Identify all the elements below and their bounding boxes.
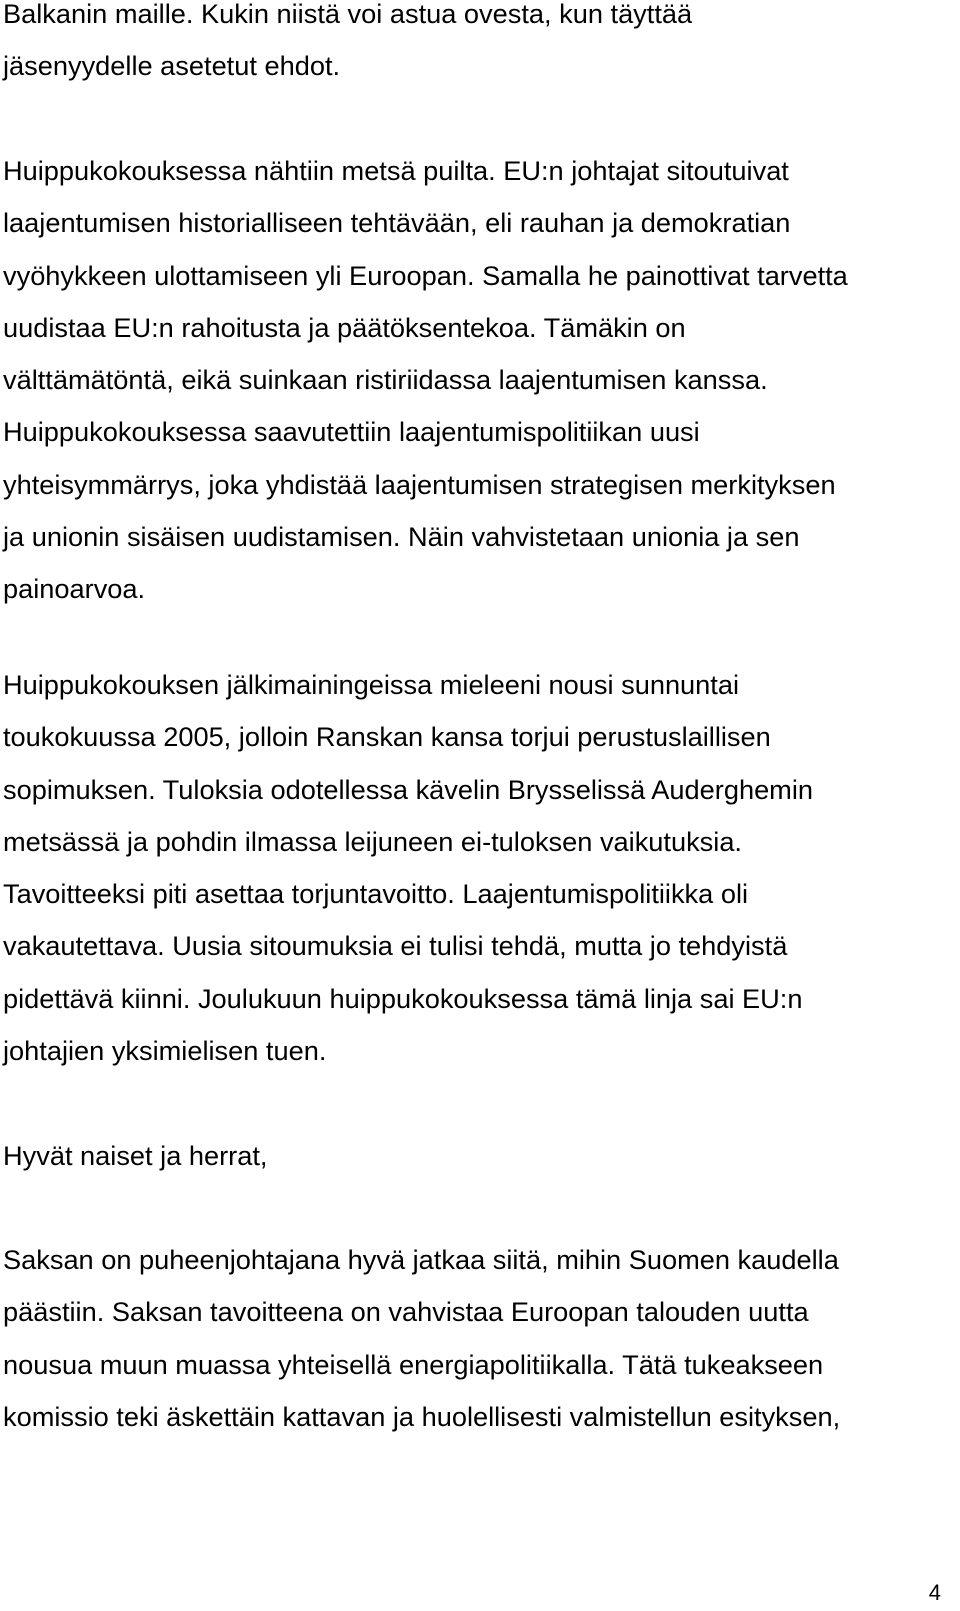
text-line: yhteisymmärrys, joka yhdistää laajentumisen strategisen merkityksen xyxy=(3,468,836,500)
text-line: laajentumisen historialliseen tehtävään, eli rauhan ja demokratian xyxy=(3,207,791,239)
text-line: metsässä ja pohdin ilmassa leijuneen ei-tuloksen vaikutuksia. xyxy=(3,825,742,857)
page-number: 4 xyxy=(928,1580,941,1605)
text-line: johtajien yksimielisen tuen. xyxy=(3,1035,327,1067)
text-line: komissio teki äskettäin kattavan ja huolellisesti valmistellun esityksen, xyxy=(3,1400,841,1432)
text-line: vyöhykkeen ulottamiseen yli Euroopan. Samalla he painottivat tarvetta xyxy=(3,259,848,291)
paragraph-1 xyxy=(3,0,953,93)
text-line: Saksan on puheenjohtajana hyvä jatkaa siitä, mihin Suomen kaudella xyxy=(3,1244,839,1275)
paragraph-2 xyxy=(3,145,953,616)
text-line: Huippukokouksessa nähtiin metsä puilta. EU:n johtajat sitoutuivat xyxy=(3,155,789,186)
text-line: nousua muun muassa yhteisellä energiapolitiikalla. Tätä tukeakseen xyxy=(3,1348,824,1380)
text-line: pidettävä kiinni. Joulukuun huippukokouksessa tämä linja sai EU:n xyxy=(3,982,803,1014)
text-line: ja unionin sisäisen uudistamisen. Näin vahvistetaan unionia ja sen xyxy=(3,521,800,553)
text-line: sopimuksen. Tuloksia odotellessa kävelin Brysselissä Auderghemin xyxy=(3,773,813,805)
paragraph-3 xyxy=(3,659,953,1077)
text-line: uudistaa EU:n rahoitusta ja päätöksentekoa. Tämäkin on xyxy=(3,311,686,343)
text-line: Hyvät naiset ja herrat, xyxy=(3,1140,268,1171)
text-line: päästiin. Saksan tavoitteena on vahvistaa Euroopan talouden uutta xyxy=(3,1296,809,1328)
text-line: Tavoitteeksi piti asettaa torjuntavoitto. Laajentumispolitiikka oli xyxy=(3,878,749,910)
text-line: jäsenyydelle asetetut ehdot. xyxy=(3,50,341,82)
greeting-paragraph xyxy=(3,1130,953,1182)
text-line: Huippukokouksen jälkimainingeissa mieleeni nousi sunnuntai xyxy=(3,669,740,700)
text-line: Huippukokouksessa saavutettiin laajentumispolitiikan uusi xyxy=(3,416,700,448)
paragraph-5 xyxy=(3,1234,953,1443)
text-line: painoarvoa. xyxy=(3,573,146,605)
text-line: toukokuussa 2005, jolloin Ranskan kansa torjui perustuslaillisen xyxy=(3,721,771,753)
text-line: välttämätöntä, eikä suinkaan ristiriidassa laajentumisen kanssa. xyxy=(3,364,768,396)
text-line: Balkanin maille. Kukin niistä voi astua ovesta, kun täyttää xyxy=(3,0,693,29)
text-line: vakautettava. Uusia sitoumuksia ei tulisi tehdä, mutta jo tehdyistä xyxy=(3,930,788,962)
